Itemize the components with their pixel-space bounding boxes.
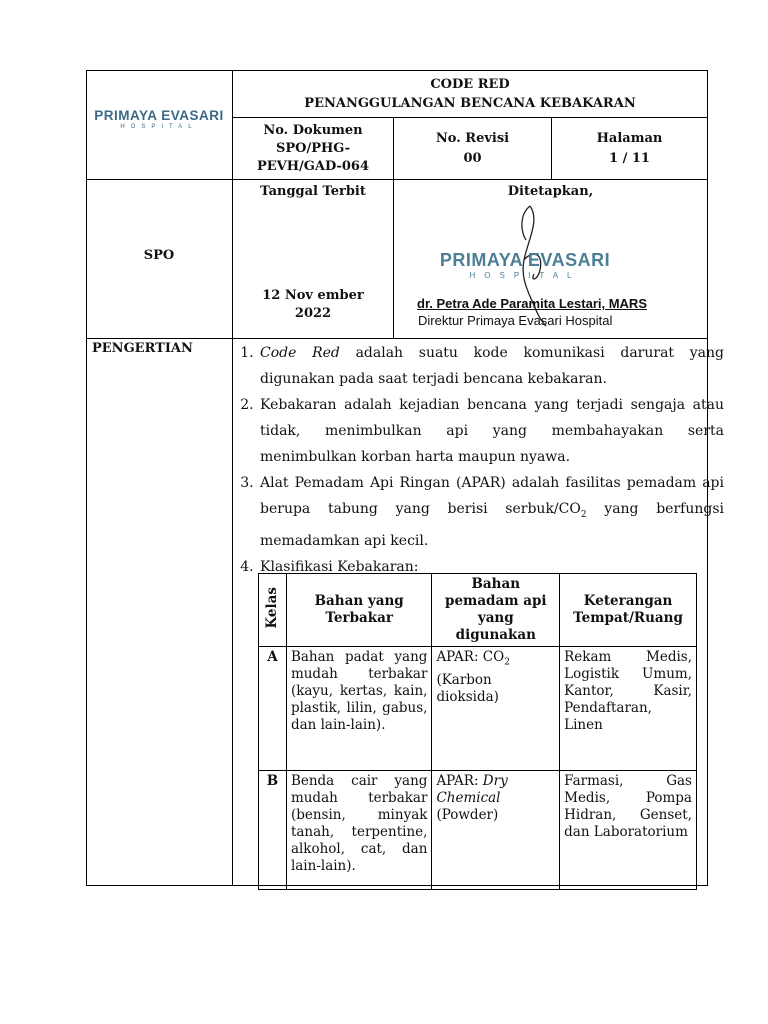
table-row: [259, 771, 697, 890]
revision-label: No. Revisi: [435, 130, 510, 146]
spo-label: SPO: [143, 248, 175, 263]
item3-subscript: 2: [580, 509, 587, 520]
page-value: 1 / 11: [609, 150, 650, 166]
title-line-1: CODE RED: [430, 77, 510, 92]
logo-name: PRIMAYA EVASARI: [94, 108, 224, 123]
signer-title: Direktur Primaya Evasari Hospital: [418, 313, 613, 328]
row-kelas: A: [259, 647, 287, 771]
table-header-row: [259, 574, 697, 647]
item3-text-b: yang berfungsi memadamkan api kecil.: [260, 501, 724, 549]
row-keterangan: Farmasi, Gas Medis, Pompa Hidran, Genset, dan Laboratorium: [560, 771, 697, 890]
stamp-name: PRIMAYA EVASARI: [439, 250, 611, 270]
item3-text-a: Alat Pemadam Api Ringan (APAR) adalah fasilitas pemadam api berupa tabung yang berisi serbuk/CO: [260, 475, 724, 517]
issue-date-line-2: 2022: [294, 306, 332, 321]
code-red-term: Code Red: [260, 345, 340, 361]
doc-number-cell: [233, 118, 393, 179]
issue-date-label: Tanggal Terbit: [260, 184, 366, 199]
hospital-logo: [86, 108, 232, 130]
signer-name: dr. Petra Ade Paramita Lestari, MARS: [417, 296, 647, 311]
item1-text: adalah suatu kode komunikasi darurat yang digunakan pada saat terjadi bencana kebakaran.: [260, 345, 724, 387]
item2-text: Kebakaran adalah kejadian bencana yang terjadi sengaja atau tidak, menimbulkan api yang membahayakan serta menimbulkan korban harta maupun nyawa.: [260, 397, 724, 465]
revision-value: 00: [463, 150, 482, 166]
definition-list: [236, 340, 724, 580]
stamp-logo: [420, 250, 630, 280]
approved-label: Ditetapkan,: [507, 184, 594, 199]
doc-number-value-1: SPO/PHG-: [275, 140, 351, 156]
logo-sub: HOSPITAL: [120, 124, 198, 130]
doc-number-label: No. Dokumen: [263, 122, 363, 138]
header-bahan: Bahan yang Terbakar: [286, 574, 432, 647]
header-kelas: Kelas: [259, 574, 287, 647]
definition-item: [258, 340, 724, 392]
page-label: Halaman: [596, 130, 663, 146]
revision-cell: [394, 118, 551, 179]
page-cell: [552, 118, 707, 179]
doc-number-value-2: PEVH/GAD-064: [256, 158, 370, 174]
row-keterangan: Rekam Medis, Logistik Umum, Kantor, Kasir, Pendaftaran, Linen: [560, 647, 697, 771]
header-pemadam: Bahan pemadam api yang digunakan: [432, 574, 560, 647]
row-bahan: Benda cair yang mudah terbakar (bensin, minyak tanah, terpentine, alkohol, cat, dan lain-lain).: [286, 771, 432, 890]
definition-item: [258, 392, 724, 470]
row-pemadam: APAR: $CO_2$ (Karbon dioksida): [432, 647, 560, 771]
definition-item: [258, 470, 724, 554]
row-bahan: Bahan padat yang mudah terbakar (kayu, kertas, kain, plastik, lilin, gabus, dan lain-lain).: [286, 647, 432, 771]
pengertian-label: PENGERTIAN: [92, 341, 193, 356]
item4-text: Klasifikasi Kebakaran:: [260, 558, 419, 575]
document-title: [233, 71, 707, 117]
row-kelas: B: [259, 771, 287, 890]
row-pemadam: APAR: Dry Chemical (Powder): [432, 771, 560, 890]
fire-class-table: [258, 573, 697, 890]
header-keterangan: Keterangan Tempat/Ruang: [560, 574, 697, 647]
stamp-sub: HOSPITAL: [469, 271, 581, 280]
title-line-2: PENANGGULANGAN BENCANA KEBAKARAN: [304, 96, 636, 111]
issue-date: [233, 287, 393, 323]
table-row: [259, 647, 697, 771]
issue-date-line-1: 12 Nov ember: [262, 288, 364, 303]
